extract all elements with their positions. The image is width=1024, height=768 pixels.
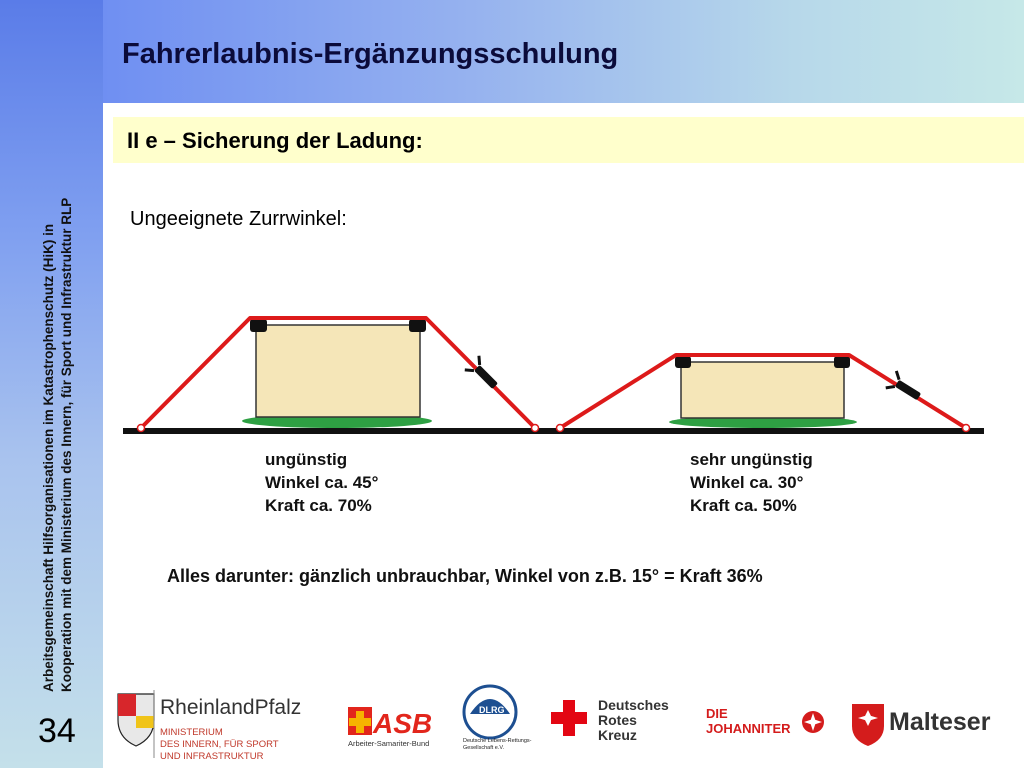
right-scene [557,355,970,432]
rlp-ministry-line-3: UND INFRASTRUKTUR [160,751,264,762]
ground-line [123,428,984,434]
right-anchor-point-r [963,425,970,432]
left-angle: Winkel ca. 45° [265,473,379,492]
asb-subtitle: Arbeiter-Samariter-Bund [348,739,430,748]
red-cross-icon [551,700,587,736]
rlp-ministry-line-1: MINISTERIUM [160,727,223,738]
drk-line-2: Rotes [598,712,637,728]
right-scene-labels [690,448,813,517]
left-edge-protector-r [409,319,426,332]
vertical-text-line-2: Kooperation mit dem Ministerium des Innern, für Sport und Infrastruktur RLP [59,197,74,692]
logo-asb [348,707,432,748]
rlp-ministry-line-2: DES INNERN, FÜR SPORT [160,739,279,750]
left-force: Kraft ca. 70% [265,496,372,515]
slide-number: 34 [38,712,76,750]
logo-drk [551,697,669,743]
right-edge-protector-l [675,356,691,368]
right-rating: sehr ungünstig [690,450,813,469]
logo-johanniter [706,706,824,736]
asb-name: ASB [373,708,433,739]
right-edge-protector-r [834,356,850,368]
left-cargo-box [256,325,420,417]
left-rating: ungünstig [265,450,348,469]
right-angle: Winkel ca. 30° [690,473,804,492]
logo-dlrg [463,686,532,751]
vertical-text-line-1: Arbeitsgemeinschaft Hilfsorganisationen im Katastrophenschutz (HiK) in [41,223,56,692]
right-force: Kraft ca. 50% [690,496,797,515]
logo-malteser [852,704,991,746]
summary-text: Alles darunter: gänzlich unbrauchbar, Winkel von z.B. 15° = Kraft 36% [167,566,763,586]
dlrg-name: DLRG [479,705,505,715]
dlrg-subtitle-2: Gesellschaft e.V. [463,745,505,751]
malteser-name: Malteser [889,708,991,736]
left-anchor-point-r [532,425,539,432]
section-title: II e – Sicherung der Ladung: [127,128,423,153]
page-title: Fahrerlaubnis-Ergänzungsschulung [122,38,619,70]
left-anchor-point-l [138,425,145,432]
drk-line-3: Kreuz [598,727,637,743]
right-cargo-box [681,362,844,418]
logo-rlp [118,690,301,762]
right-anchor-point-l [557,425,564,432]
johanniter-line-2: JOHANNITER [706,721,791,736]
left-edge-protector-l [250,319,267,332]
rlp-name: RheinlandPfalz [160,696,302,719]
section-subtitle: Ungeeignete Zurrwinkel: [130,208,347,230]
left-scene [138,318,539,432]
left-scene-labels [265,448,378,517]
dlrg-subtitle-1: Deutsche Lebens-Rettungs- [463,738,532,744]
johanniter-line-1: DIE [706,706,728,721]
drk-line-1: Deutsches [598,697,669,713]
